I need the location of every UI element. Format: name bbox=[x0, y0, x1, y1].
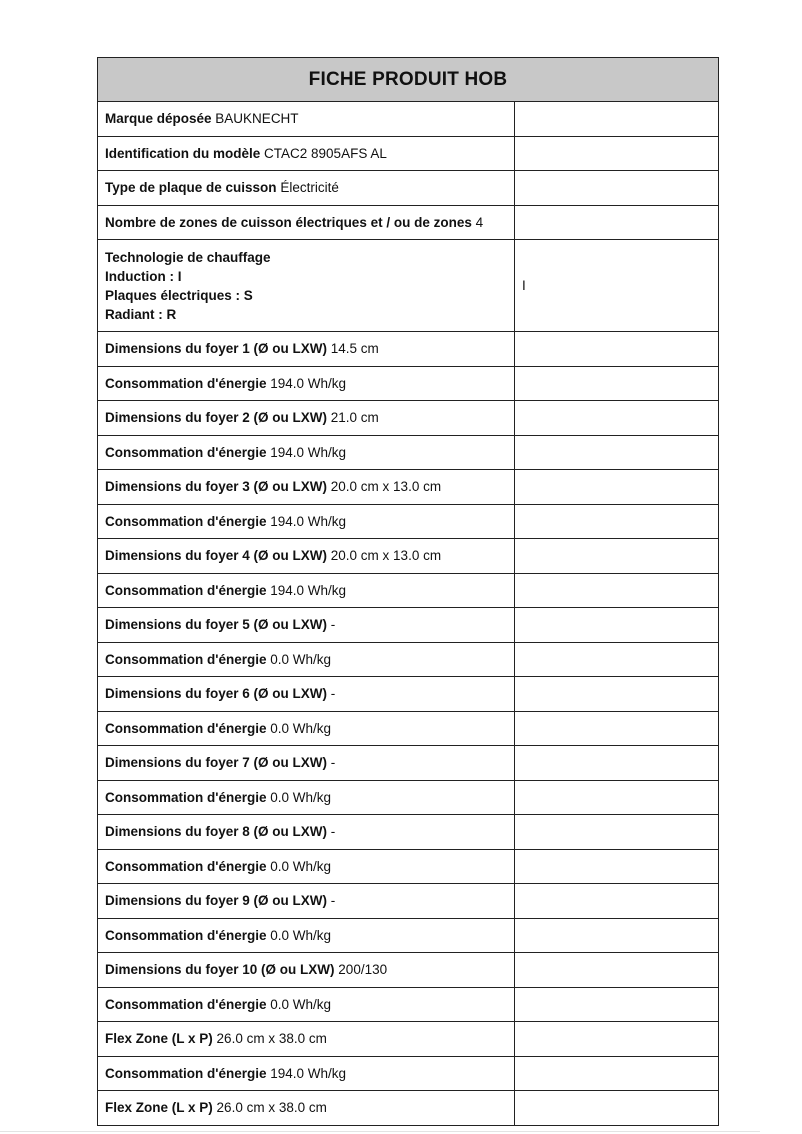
sheet-title: FICHE PRODUIT HOB bbox=[98, 58, 719, 102]
row-value: 0.0 Wh/kg bbox=[270, 996, 332, 1012]
row-label: Flex Zone (L x P) bbox=[105, 1100, 213, 1116]
table-row bbox=[98, 1056, 719, 1091]
product-table bbox=[97, 57, 719, 1126]
table-row bbox=[98, 573, 719, 608]
row-right-cell bbox=[515, 711, 719, 746]
row-value: - bbox=[330, 824, 336, 840]
row-label: Nombre de zones de cuisson électriques et / ou de zones bbox=[105, 214, 472, 230]
row-label: Dimensions du foyer 2 (Ø ou LXW) bbox=[105, 410, 328, 426]
row-label: Dimensions du foyer 1 (Ø ou LXW) bbox=[105, 341, 328, 357]
row-right-cell bbox=[515, 1091, 719, 1126]
row-value: CTAC2 8905AFS AL bbox=[264, 145, 387, 161]
technology-row bbox=[98, 240, 719, 332]
row-value: 0.0 Wh/kg bbox=[270, 858, 332, 874]
table-row bbox=[98, 815, 719, 850]
table-row bbox=[98, 780, 719, 815]
row-value: 194.0 Wh/kg bbox=[270, 375, 347, 391]
row-value: 21.0 cm bbox=[330, 410, 379, 426]
table-row bbox=[98, 136, 719, 171]
row-label: Dimensions du foyer 7 (Ø ou LXW) bbox=[105, 755, 328, 771]
table-row bbox=[98, 401, 719, 436]
row-label-cell bbox=[98, 849, 515, 884]
row-label-cell bbox=[98, 815, 515, 850]
row-right-cell bbox=[515, 504, 719, 539]
row-label-cell bbox=[98, 366, 515, 401]
row-right-cell bbox=[515, 642, 719, 677]
row-label: Consommation d'énergie bbox=[105, 927, 267, 943]
table-row bbox=[98, 642, 719, 677]
row-label-cell bbox=[98, 136, 515, 171]
row-label: Consommation d'énergie bbox=[105, 720, 267, 736]
row-value: 26.0 cm x 38.0 cm bbox=[216, 1100, 327, 1116]
row-label-cell bbox=[98, 504, 515, 539]
row-value: 0.0 Wh/kg bbox=[270, 720, 332, 736]
row-value: - bbox=[330, 617, 336, 633]
row-right-cell bbox=[515, 470, 719, 505]
technology-cell bbox=[98, 240, 515, 332]
row-value: 0.0 Wh/kg bbox=[270, 927, 332, 943]
row-value: - bbox=[330, 755, 336, 771]
row-value: 20.0 cm x 13.0 cm bbox=[330, 548, 442, 564]
table-row bbox=[98, 366, 719, 401]
table-row bbox=[98, 435, 719, 470]
row-value: - bbox=[330, 893, 336, 909]
row-label: Flex Zone (L x P) bbox=[105, 1031, 213, 1047]
row-value: 26.0 cm x 38.0 cm bbox=[216, 1031, 327, 1047]
row-label: Consommation d'énergie bbox=[105, 513, 267, 529]
row-right-cell bbox=[515, 884, 719, 919]
table-row bbox=[98, 470, 719, 505]
row-label: Type de plaque de cuisson bbox=[105, 180, 277, 196]
row-label-cell bbox=[98, 987, 515, 1022]
row-right-cell bbox=[515, 539, 719, 574]
row-right-cell bbox=[515, 849, 719, 884]
row-label: Consommation d'énergie bbox=[105, 1065, 267, 1081]
table-row bbox=[98, 539, 719, 574]
row-label: Consommation d'énergie bbox=[105, 996, 267, 1012]
row-label: Identification du modèle bbox=[105, 145, 261, 161]
table-row bbox=[98, 987, 719, 1022]
row-right-cell bbox=[515, 401, 719, 436]
row-label: Marque déposée bbox=[105, 111, 212, 127]
row-label-cell bbox=[98, 711, 515, 746]
row-label-cell bbox=[98, 102, 515, 137]
row-label: Consommation d'énergie bbox=[105, 582, 267, 598]
row-label: Consommation d'énergie bbox=[105, 375, 267, 391]
row-value: 194.0 Wh/kg bbox=[270, 444, 347, 460]
row-value: BAUKNECHT bbox=[215, 111, 299, 127]
row-label-cell bbox=[98, 435, 515, 470]
row-label: Consommation d'énergie bbox=[105, 789, 267, 805]
page-bottom-rule bbox=[0, 1131, 760, 1132]
table-row bbox=[98, 608, 719, 643]
row-right-cell bbox=[515, 136, 719, 171]
table-row bbox=[98, 205, 719, 240]
table-row bbox=[98, 102, 719, 137]
row-value: - bbox=[330, 686, 336, 702]
row-right-cell bbox=[515, 366, 719, 401]
row-label: Consommation d'énergie bbox=[105, 444, 267, 460]
row-label: Dimensions du foyer 3 (Ø ou LXW) bbox=[105, 479, 328, 495]
row-label-cell bbox=[98, 746, 515, 781]
row-right-cell bbox=[515, 677, 719, 712]
table-row bbox=[98, 711, 719, 746]
row-value: Électricité bbox=[280, 180, 339, 196]
row-right-cell bbox=[515, 435, 719, 470]
table-row bbox=[98, 746, 719, 781]
row-label: Dimensions du foyer 10 (Ø ou LXW) bbox=[105, 962, 335, 978]
row-label-cell bbox=[98, 171, 515, 206]
row-label-cell bbox=[98, 332, 515, 367]
row-label-cell bbox=[98, 1022, 515, 1057]
row-label-cell bbox=[98, 1056, 515, 1091]
row-label-cell bbox=[98, 642, 515, 677]
table-row bbox=[98, 1091, 719, 1126]
row-label-cell bbox=[98, 884, 515, 919]
table-row bbox=[98, 953, 719, 988]
technology-heading: Technologie de chauffage bbox=[105, 249, 271, 265]
row-value: 0.0 Wh/kg bbox=[270, 651, 332, 667]
table-row bbox=[98, 504, 719, 539]
row-right-cell bbox=[515, 987, 719, 1022]
row-label-cell bbox=[98, 677, 515, 712]
row-right-cell bbox=[515, 746, 719, 781]
row-right-cell bbox=[515, 918, 719, 953]
row-right-cell bbox=[515, 332, 719, 367]
table-row bbox=[98, 332, 719, 367]
row-right-cell bbox=[515, 1022, 719, 1057]
row-value: 194.0 Wh/kg bbox=[270, 513, 347, 529]
technology-option: Plaques électriques : S bbox=[105, 287, 253, 303]
row-label: Dimensions du foyer 9 (Ø ou LXW) bbox=[105, 893, 328, 909]
table-row bbox=[98, 884, 719, 919]
row-label: Dimensions du foyer 8 (Ø ou LXW) bbox=[105, 824, 328, 840]
row-label: Dimensions du foyer 5 (Ø ou LXW) bbox=[105, 617, 328, 633]
row-right-cell bbox=[515, 953, 719, 988]
row-label-cell bbox=[98, 918, 515, 953]
table-row bbox=[98, 1022, 719, 1057]
row-label-cell bbox=[98, 608, 515, 643]
technology-option: Induction : I bbox=[105, 268, 182, 284]
row-label-cell bbox=[98, 780, 515, 815]
row-value: 20.0 cm x 13.0 cm bbox=[330, 479, 442, 495]
row-value: 14.5 cm bbox=[330, 341, 379, 357]
row-label-cell bbox=[98, 1091, 515, 1126]
row-label-cell bbox=[98, 539, 515, 574]
row-right-cell bbox=[515, 608, 719, 643]
row-label: Dimensions du foyer 6 (Ø ou LXW) bbox=[105, 686, 328, 702]
table-row bbox=[98, 677, 719, 712]
technology-value: I bbox=[515, 240, 719, 332]
row-value: 194.0 Wh/kg bbox=[270, 582, 347, 598]
row-label-cell bbox=[98, 401, 515, 436]
row-label: Consommation d'énergie bbox=[105, 651, 267, 667]
row-label: Dimensions du foyer 4 (Ø ou LXW) bbox=[105, 548, 328, 564]
row-value: 4 bbox=[475, 214, 484, 230]
row-label-cell bbox=[98, 573, 515, 608]
row-right-cell bbox=[515, 205, 719, 240]
table-row bbox=[98, 849, 719, 884]
row-label-cell bbox=[98, 205, 515, 240]
row-right-cell bbox=[515, 573, 719, 608]
technology-option: Radiant : R bbox=[105, 306, 177, 322]
row-right-cell bbox=[515, 171, 719, 206]
row-value: 0.0 Wh/kg bbox=[270, 789, 332, 805]
row-right-cell bbox=[515, 780, 719, 815]
row-label: Consommation d'énergie bbox=[105, 858, 267, 874]
row-right-cell bbox=[515, 1056, 719, 1091]
row-label-cell bbox=[98, 953, 515, 988]
row-right-cell bbox=[515, 815, 719, 850]
product-sheet bbox=[97, 57, 718, 1126]
table-body bbox=[98, 102, 719, 1126]
row-value: 194.0 Wh/kg bbox=[270, 1065, 347, 1081]
table-row bbox=[98, 918, 719, 953]
row-value: 200/130 bbox=[338, 962, 388, 978]
table-row bbox=[98, 171, 719, 206]
row-label-cell bbox=[98, 470, 515, 505]
row-right-cell bbox=[515, 102, 719, 137]
